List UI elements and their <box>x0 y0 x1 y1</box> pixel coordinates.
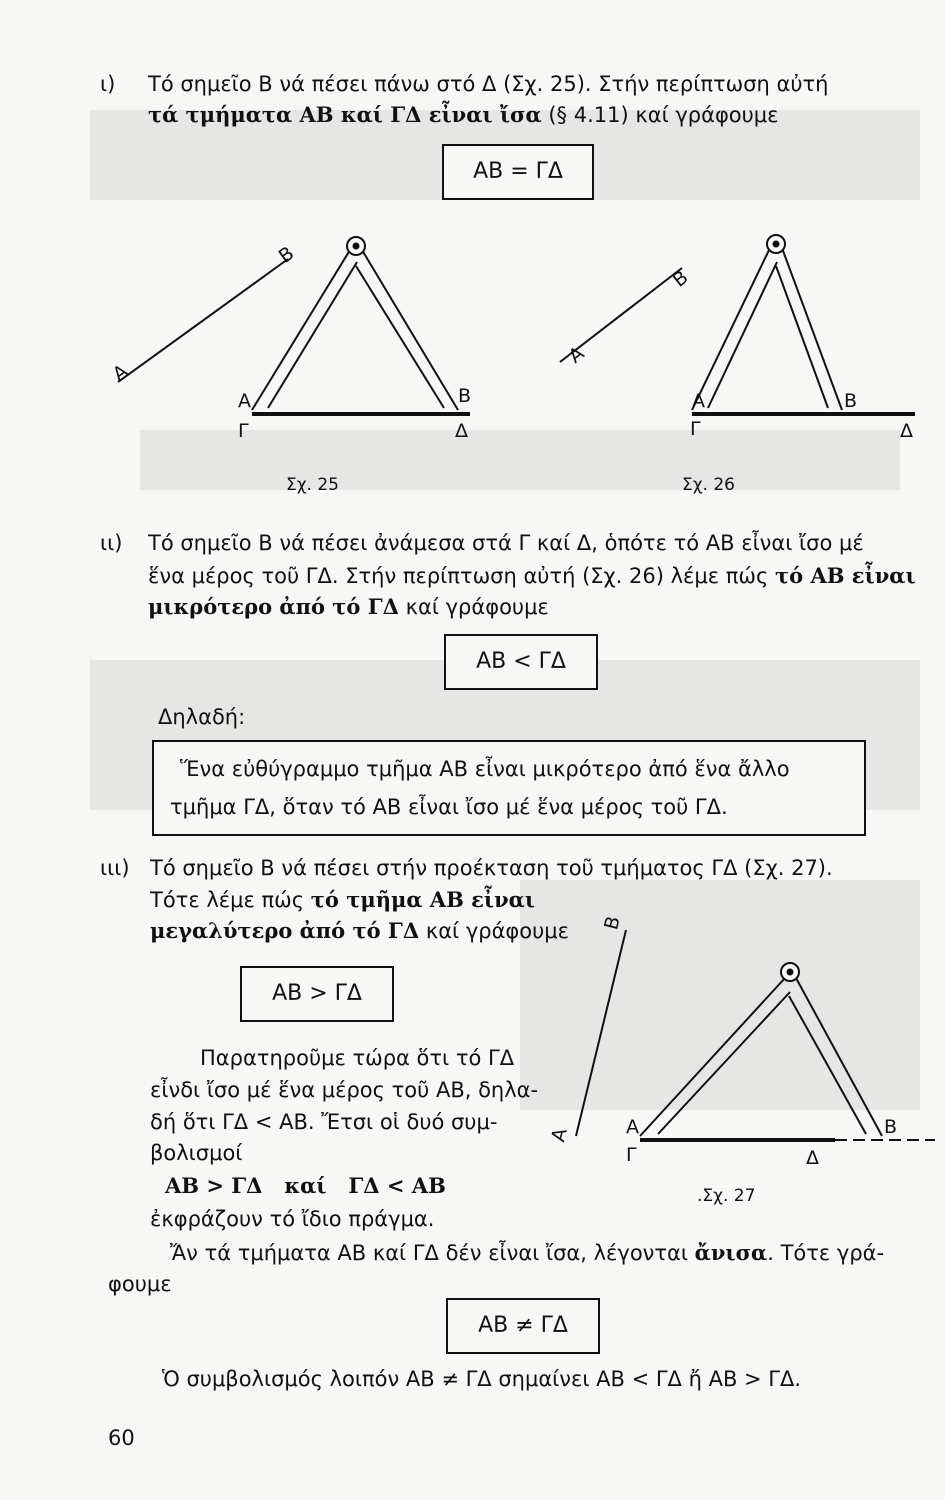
fig25-label-d: Δ <box>455 420 468 442</box>
item3-line2-text: Τότε λέμε πώς <box>150 888 311 912</box>
fig27-label-g: Γ <box>626 1144 637 1166</box>
item3-para-line4: βολισμοί <box>150 1141 243 1165</box>
item3-line1: Τό σημεῖο Β νά πέσει στήν προέκταση τοῦ τμήματος ΓΔ (Σχ. 27). <box>150 856 833 880</box>
formula-box-notequal <box>446 1298 600 1354</box>
fig27-compass-leg-left-inner <box>658 992 790 1134</box>
formula-notequal: ΑΒ ≠ ΓΔ <box>478 1313 568 1338</box>
item2-bold-phrase-2: μικρότερο ἀπό τό ΓΔ <box>148 594 399 619</box>
item3-line3-rest: καί γράφουμε <box>419 919 569 943</box>
item3-both-symbols: ΑΒ > ΓΔ καί ΓΔ < ΑΒ <box>165 1173 446 1198</box>
rule-box <box>152 740 866 836</box>
fig26-compass-hinge-dot <box>774 242 779 247</box>
fig25-compass-hinge-dot <box>354 244 359 249</box>
formula-less: ΑΒ < ΓΔ <box>476 649 566 674</box>
item2-line1: Τό σημεῖο Β νά πέσει ἀνάμεσα στά Γ καί Δ, ὁπότε τό ΑΒ εἶναι ἴσο μέ <box>148 531 864 555</box>
formula-equal: ΑΒ = ΓΔ <box>473 159 563 184</box>
rule-line2: τμῆμα ΓΔ, ὅταν τό ΑΒ εἶναι ἴσο μέ ἕνα μέρος τοῦ ΓΔ. <box>170 795 728 819</box>
fig26-label-a-end: Α <box>564 342 589 368</box>
item1-line2-rest: (§ 4.11) καί γράφουμε <box>541 103 779 127</box>
fig25-label-a: Α <box>238 390 251 412</box>
item3-marker: ιιι) <box>100 856 130 880</box>
fig27-compass-hinge-dot <box>788 970 793 975</box>
fig27-compass-leg-right <box>796 978 882 1136</box>
item3-para-line2: εἶνδι ἴσο μέ ἕνα μέρος τοῦ ΑΒ, δηλα- <box>150 1078 539 1102</box>
fig25-label-b: Β <box>458 385 472 407</box>
item3-line2 <box>150 887 535 913</box>
fig26-compass-leg-right <box>782 248 842 410</box>
fig26-caption: Σχ. 26 <box>682 475 736 495</box>
item3-para-line3: δή ὅτι ΓΔ < ΑΒ. Ἔτσι οἱ δυό συμ- <box>150 1110 498 1134</box>
item3-line3 <box>150 918 569 944</box>
fig27-compass-leg-left <box>640 978 785 1136</box>
item1-bold-phrase: τά τμήματα ΑΒ καί ΓΔ εἶναι ἴσα <box>148 102 542 127</box>
fig26-label-b: Β <box>844 390 858 412</box>
item2-bold-phrase-1: τό ΑΒ εἶναι <box>775 563 916 588</box>
fig27-label-a-end: Α <box>547 1126 572 1144</box>
fig25-caption: Σχ. 25 <box>286 475 340 495</box>
closing-line1-c: . Τότε γρά- <box>767 1241 885 1265</box>
item3-bold-phrase-1: τό τμῆμα ΑΒ εἶναι <box>310 887 535 912</box>
fig25-compass-leg-right-inner <box>356 266 444 408</box>
item2-diladi: Δηλαδή: <box>158 705 246 729</box>
fig25-label-b-end: Β <box>274 242 299 268</box>
fig25-label-a-end: Α <box>108 360 133 386</box>
item3-bold-phrase-2: μεγαλύτερο ἀπό τό ΓΔ <box>150 918 420 943</box>
fig25-segment-ab <box>118 259 288 382</box>
item2-line2 <box>148 563 916 589</box>
fig25-compass-leg-right <box>362 250 458 410</box>
item1-marker: ι) <box>100 72 116 96</box>
fig26-label-a: Α <box>692 390 705 412</box>
item2-marker: ιι) <box>100 531 123 555</box>
fig25-compass-leg-left-inner <box>268 262 357 408</box>
item1-line1: Τό σημεῖο Β νά πέσει πάνω στό Δ (Σχ. 25). Στήν περίπτωση αὐτή <box>148 72 829 96</box>
fig26-compass-leg-right-inner <box>776 266 828 408</box>
fig26-compass-leg-left-inner <box>708 262 777 408</box>
fig26-label-d: Δ <box>900 420 913 442</box>
fig27-label-d: Δ <box>806 1147 819 1169</box>
fig26-compass-leg-left <box>692 248 770 410</box>
closing-line2: φουμε <box>108 1272 172 1296</box>
formula-greater: ΑΒ > ΓΔ <box>272 981 362 1006</box>
closing-line1-a: Ἄν τά τμήματα ΑΒ καί ΓΔ δέν εἶναι ἴσα, λέγονται <box>170 1241 695 1265</box>
item3-para-line1: Παρατηροῦμε τώρα ὅτι τό ΓΔ <box>200 1046 515 1070</box>
item2-line3-rest: καί γράφουμε <box>398 595 549 619</box>
fig27-segment-ab <box>576 930 626 1136</box>
closing-line1 <box>170 1240 884 1266</box>
closing-bold-word: ἄνισα <box>694 1240 768 1265</box>
fig27-label-b-end: Β <box>600 914 625 932</box>
fig27-caption: .Σχ. 27 <box>697 1186 756 1206</box>
fig26-label-b-end: Β <box>668 266 693 292</box>
page-number: 60 <box>108 1426 135 1450</box>
rule-line1: Ἕνα εὐθύγραμμο τμῆμα ΑΒ εἶναι μικρότερο ἀπό ἕνα ἄλλο <box>180 757 790 781</box>
fig27-label-b: Β <box>884 1116 898 1138</box>
fig26-label-g: Γ <box>690 418 701 440</box>
formula-box-greater <box>240 966 394 1022</box>
item2-line3 <box>148 594 549 620</box>
item3-para-line5: ἐκφράζουν τό ἴδιο πράγμα. <box>150 1207 435 1231</box>
fig25-label-g: Γ <box>238 420 249 442</box>
item2-line2-text: ἕνα μέρος τοῦ ΓΔ. Στήν περίπτωση αὐτή (Σχ. 26) λέμε πώς <box>148 564 775 588</box>
closing-line3: Ὁ συμβολισμός λοιπόν ΑΒ ≠ ΓΔ σημαίνει ΑΒ < ΓΔ ἤ ΑΒ > ΓΔ. <box>162 1367 802 1391</box>
fig27-label-a: Α <box>626 1116 639 1138</box>
fig27-compass-leg-right-inner <box>789 996 866 1134</box>
formula-box-less <box>444 634 598 690</box>
